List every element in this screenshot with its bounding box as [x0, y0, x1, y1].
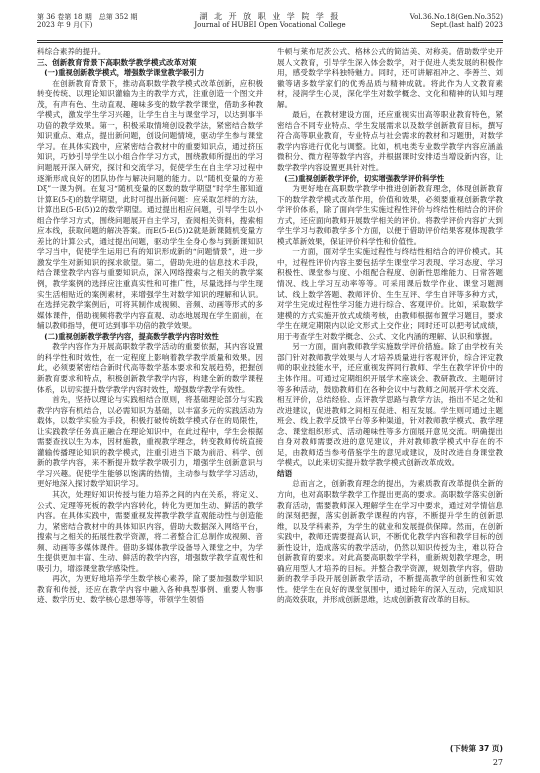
paragraph: 总而言之，创新教育理念的提出，为素质教育改革提供全新的方向，也对高职数学教学工作提出更高的要求。高职数学落实创新教育活动，需要教师深入理解学生在学习中要求，通过对学情信息的深刻把握，落实创新教学课程的内容，不断提升学生的创新思维，以及学科素养，为学生的就业和发展提供保障。然而，在创新实践中，教师还需要提高认识，不断优化教学内容和教学目标的创新性设计，造成落实的教学活动，仍然以知识传授为主，难以符合创新教育的要求。对此高要高职数学学科，重新规划教学理念，明确应用型人才培养的目标。并整合教学资源，规划教学内容，借助新的教学手段开展创新教学活动，不断提高教学的创新性和实效性。使学生在良好的课堂氛围中，通过睦年的深入互动，完成知识的高效获取，并形成创新思维，达成创新教育改革的目标。 [277, 479, 503, 605]
journal-title-en: Journal of HUBEI Open Vocational College [194, 21, 346, 29]
volume-issue-en: Vol.36.No.18(Gen.No.352) [409, 13, 503, 21]
paragraph: 另一方面，面向教师教学实施数学评价措施。除了由学校有关部门针对教师教学效果与人才培养质量进行客观评价，综合评定教师的职业技能水平，还应重视发挥同行教师、学生在教学评价中的主体作用。可通过定期组织开展学术座谈会、教研教改、主题研讨等多种活动，鼓励教师们在各种会议中与教师之间展开学术交流、相互评价，总结经验、点评教学思路与教学方法，指出不足之处和改进建议，促进教师之间相互促进、相互发展。学生则可通过主题班会、线上教学反馈平台等多种渠道，针对教师教学模式、教学理念、课堂组织形式、活动趣味性等多方面展开意见交流。明确提出自身对教师需要改进的意见建议，并对教师教学模式中存在的不足，由教师适当参考借鉴学生的意见或建议，及时改进自身课堂教学模式，以此来切实提升数学教学模式创新改革成效。 [277, 342, 503, 468]
paragraph: 教学内容作为开展高职数学教学活动的重要依据，其内容设置的科学性和时效性，在一定程度上影响着教学教学质量和效果。因此，必须要紧密结合新时代高等数学基本要求和发展趋势，把握创新教育要求和特点，积极创新教学教学内容，构建全新的数学课程体系，以切实提升数学教学内容时效性，增强数学教学有效性。 [37, 342, 263, 394]
subsection-heading: (一)重视创新教学模式，增强数学课堂教学吸引力 [44, 68, 205, 78]
header-left [37, 13, 138, 29]
paragraph: 最后，在教材建设方面，还应重视实出高等职业教育特色，紧密结合不同专业特点、学生发展需求以及数学创新教育目标，撰写符合高等职业教育，专业特点与社会需求的教材和习题册，对数学教学内容进行优化与调整。比如，机电类专业数学教学内容应涵盖微积分、微方程等数学内容，并根据课时安排适当增设新内容，让数学教学内容设置更具针对性。 [277, 110, 503, 173]
paragraph: 其次，处理好知识传授与能力培养之间的内在关系，将定义、公式、定理等死板的教学内容转化，转化为更加生动、鲜活的教学内容。在具体实践中，需要重视发挥教学教学直观能动性与创造能力，紧密结合教材中的具体知识内容，借助大数据深入网络平台，搜索与之相关的拓展性教学资源，将二者整合汇总制作成视频、音频、动画等多媒体课件。借助多媒体教学设备导入课堂之中，为学生提供更加丰富、生动、鲜活的教学内容，增强数学教学直观性和吸引力，增添课堂教学感染性。 [37, 489, 263, 573]
paragraph: 科综合素养的提升。 [37, 47, 106, 56]
continuation-note: (下转第 37 页) [449, 744, 503, 753]
header-right [410, 13, 503, 29]
issue-date: 2023 年 9 月(下) [37, 21, 93, 29]
right-column [277, 47, 503, 606]
paragraph: 牛顿与莱布尼茨公式、格林公式的简洁美、对称美。借助数学史开展人文教育，引导学生深入体会数学，对于促进人类发展的积极作用，感受数学学科独特魅力。同时，还可讲解祖冲之、李善兰、刘徽等诸多数学家们的优秀品质与精神成就。将此作为人文教育素材，浸润学生心灵，深化学生对数学概念、文化和精神的认知与理解。 [277, 47, 503, 109]
subsection-heading: (二)重视创新教学教学内容，提高数学教学内容时效性 [44, 331, 219, 341]
paragraph: 为更好地在高职数学教学中推进创新教育理念，体现创新教育下的数学教学模式改革作用，价值和效果，必须要重视创新教学教学评价体系，除了面向学生实施过程性评价与终结性相结合的评价方式，还应面向教师开展数学相关的评价。将教学评价内容扩大到学生学习与教师教学多个方面，以便于借助评价结果客观体现教学模式革新效果，保证评价科学性和价值性。 [277, 184, 503, 246]
page-number: 27 [492, 758, 503, 767]
paragraph: 首先，坚持以理论与实践相结合原则，将基础理论部分与实践教学内容有机结合，以必需知识为基础，以丰富多元的实践活动为载体，以数学实验为手段，积极打破传统数学模式存在的局限性，让实践教学任务真正融合在理论知识中，在此过程中，学生会根据需要查找以生为本，因材施教，重视教学理念，转变教师传统直接灌输传播理论知识的教学模式，注重引进当下最为前沿、科学、创新的教学内容，来不断提升数学教学吸引力，增强学生创新意识与学习兴趣。促使学生能够以饱满的热情，主动参与数学学习活动，更好地深入探讨数学知识学习。 [37, 395, 263, 489]
page-header [37, 13, 503, 39]
header-rule-thin [37, 42, 503, 43]
paragraph: 在创新教育背景下，推动高职数学教学模式改革创新，应积极转变传统、以理论知识灌输为主的教学方式，注重创造一个图文并茂，有声有色、生动直观、趣味多变的数学教学课堂，借助多种教学模式，激发学生学习兴趣，让学生自主与课堂学习，以达到事半功倍的教学效果。第一，积极采取情境创设教学法，紧密结合数学知识重点、难点，提出新问题，创设问题情境，驱动学生参与课堂学习。在具体实践中，应紧密结合教材中的重要知识点，通过挤压知识，巧妙引导学生以小组合作学习方式，围绕教师所提出的学习问题展开深入研究，探讨和交流学习，促使学生在自主学习过程中逐渐形成良好的团队协作与解决问题的能力。以“随机变量的方差Dξ”一课为例。在复习“随机变量的区数的数学期望”时学生都知道计算E(5-ξ)的数学期望，此时可提出新问题：应采取怎样的方法，计算出E(5-E(5))2的数学期望。通过提出相应问题，引导学生以小组合作学习方式，围绕问题展开自主学习，查阅相关资料，搜索相应本线，获取问题的解决答案。而E(5-E(5))2就是新课随机变量方差比的计算公式，通过提出问题，驱动学生全身心参与到新课知识学习当中，促使学生运用已有的知识形成新的“问题情景”，进一步激发学生对新知识的探求欲望。第二，借助先进的信息技术手段，结合课堂教学内容与重要知识点，深入网络搜索与之相关的教学案例，教学案例的选择应注重真实性和可推广性，尽量选择与学生现实生活相贴近的案例素材，来增强学生对数学知识的理解和认识。在选择完教学案例后，可将其制作成视频、音频、动画等形式的多媒体课件，借助视频将教学内容直观、动态地展现在学生面前，在辅以教师指导，便可达到事半功倍的教学效果。 [37, 78, 263, 331]
paragraph: 一方面，面对学生实施过程性与终结性相结合的评价模式。其中，过程性评价内容主要包括学生课堂学习表现、学习态度、学习积极性、课堂参与度、小组配合程度、创新性思维能力、日常答题情况、线上学习互动率等等。可采用课后数学作业、课堂习题测试、线上数学答题、教师评价、生生互评、学生自评等多种方式，对学生完成过程性学习能力进行综合、客观评价。比如，采取数学建模的方式实施开放式成绩考核，由教师根据布置学习题目，要求学生在规定期限内以论文形式上交作业；同时还可以把考试成绩，用于考查学生对数学概念、公式、文化内涵的理解、认识和掌握。 [277, 247, 503, 341]
issue-date-en: Sept.(last half) 2023 [430, 21, 503, 29]
header-rule [37, 40, 503, 41]
volume-issue: 第 36 卷第 18 期 总第 352 期 [37, 13, 138, 21]
journal-title-cn: 湖 北 开 放 职 业 学 院 学 报 [199, 12, 341, 21]
conclusion-heading: 结语 [277, 468, 293, 478]
left-column [37, 47, 263, 606]
subsection-heading: (三)重视创新教学评价，切实增强教学评价科学性 [284, 173, 445, 183]
header-center [170, 13, 370, 29]
section-heading: 三、创新教育背景下高职数学教学模式改革对策 [37, 57, 197, 67]
paragraph: 再次，为更好地培养学生数学核心素养，除了要加强数学知识教育和传授，还应在教学内容中融入各种典型事例、重要人物事迹、数学历史、数学核心思想等等，带领学生领悟 [37, 574, 263, 605]
